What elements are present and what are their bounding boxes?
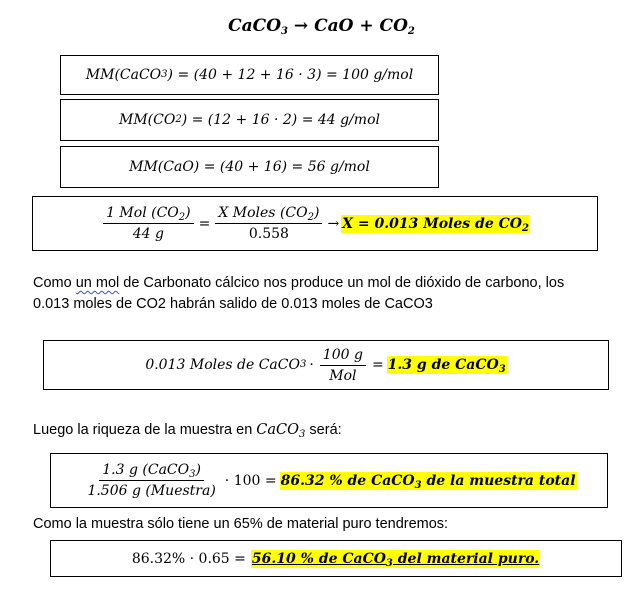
- richness-num-end: ): [195, 462, 201, 478]
- ratio-num1: 1 Mol (CO: [106, 205, 179, 221]
- product-2-sub: 2: [407, 26, 415, 37]
- reaction-arrow: →: [293, 16, 309, 36]
- ratio-fraction-2: [215, 205, 322, 242]
- para1-underlined: un mol: [75, 275, 120, 291]
- richness-result-text: 86.32 % de CaCO: [280, 472, 415, 489]
- ratio-num2-end: ): [313, 205, 320, 221]
- conv-equals: =: [371, 357, 384, 373]
- para2-sub: 3: [299, 429, 306, 440]
- final-result-end: del material puro.: [392, 550, 540, 567]
- ratio-result-text: X = 0.013 Moles de CO: [342, 215, 522, 232]
- conv-dot: ·: [309, 357, 314, 373]
- explanation-paragraph-3: [33, 514, 633, 535]
- mm1-text: MM(CaCO: [85, 67, 162, 83]
- final-result-sub: 3: [385, 557, 393, 569]
- conv-fraction: [320, 347, 366, 384]
- mm3-text: MM(CaO) = (40 + 16) = 56 g/mol: [129, 159, 370, 175]
- reactant-sub: 3: [281, 26, 288, 37]
- para1-pre: Como: [33, 275, 76, 291]
- final-result: [251, 550, 540, 568]
- richness-result-end: de la muestra total: [421, 472, 576, 489]
- ratio-num2-sub: 2: [307, 212, 314, 223]
- para2-post: será:: [305, 422, 342, 438]
- conv-result-text: 1.3 g de CaCO: [387, 357, 499, 373]
- ratio-num1-sub: 2: [178, 212, 186, 223]
- para2-pre: Luego la riqueza de la muestra en: [33, 422, 257, 438]
- ratio-result: [341, 215, 530, 233]
- para2-formula: CaCO: [256, 422, 300, 438]
- molar-mass-cao-box: [60, 146, 439, 188]
- final-result-box: [50, 540, 622, 577]
- ratio-den1: 44 g: [132, 226, 164, 242]
- richness-fraction: [84, 462, 218, 499]
- conv-result: [387, 356, 507, 374]
- product-2: CO: [379, 16, 408, 36]
- conv-num: 100 g: [320, 347, 366, 366]
- mm2-rest: ) = (12 + 16 · 2) = 44 g/mol: [181, 112, 380, 128]
- final-result-text: 56.10 % de CaCO: [251, 550, 386, 567]
- para1-post: de Carbonato cálcico nos produce un mol de dióxido de carbono, los: [119, 275, 565, 291]
- conv-result-sub: 3: [498, 364, 506, 375]
- plus-sign: +: [359, 16, 374, 36]
- mole-ratio-box: [32, 196, 598, 251]
- mm1-rest: ) = (40 + 12 + 16 · 3) = 100 g/mol: [167, 67, 414, 83]
- conv-lhs: 0.013 Moles de CaCO: [145, 357, 300, 373]
- richness-num: 1.3 g (CaCO: [102, 462, 190, 478]
- conv-den: Mol: [329, 367, 357, 384]
- molar-mass-caco3-box: MM(CaCO 3 ) = (40 + 12 + 16 · 3) = 100 g/mol: [60, 55, 439, 95]
- para3-text: Como la muestra sólo tiene un 65% de material puro tendremos:: [33, 516, 449, 532]
- para1-line2: 0.013 moles de CO2 habrán salido de 0.013 moles de CaCO3: [33, 296, 433, 312]
- mm2-text: MM(CO: [119, 112, 176, 128]
- product-1: CaO: [314, 16, 354, 36]
- ratio-equals: =: [198, 215, 211, 232]
- reaction-equation: [0, 16, 643, 36]
- richness-result-sub: 3: [414, 479, 422, 491]
- ratio-fraction-1: [103, 205, 194, 242]
- ratio-num1-end: ): [185, 205, 191, 221]
- molar-mass-co2-box: MM(CO 2 ) = (12 + 16 · 2) = 44 g/mol: [60, 99, 439, 141]
- final-lhs: 86.32% · 0.65 =: [131, 550, 246, 567]
- ratio-num2: X Moles (CO: [218, 205, 308, 221]
- richness-result: [280, 472, 577, 490]
- explanation-paragraph-1: [33, 273, 633, 315]
- ratio-den2: 0.558: [248, 226, 289, 242]
- richness-mult: · 100 =: [224, 472, 277, 489]
- richness-num-sub: 3: [189, 469, 196, 480]
- explanation-paragraph-2: [33, 420, 633, 441]
- ratio-result-sub: 2: [521, 222, 529, 234]
- reactant: CaCO: [228, 16, 282, 36]
- richness-den: 1.506 g (Muestra): [87, 483, 216, 499]
- ratio-arrow: →: [327, 215, 340, 232]
- richness-box: [50, 453, 608, 508]
- mass-conversion-box: 0.013 Moles de CaCO 3 · $\frac{100 g}{\text{Mol}}$ = 1.3 g de CaCO$_3$: [43, 340, 609, 390]
